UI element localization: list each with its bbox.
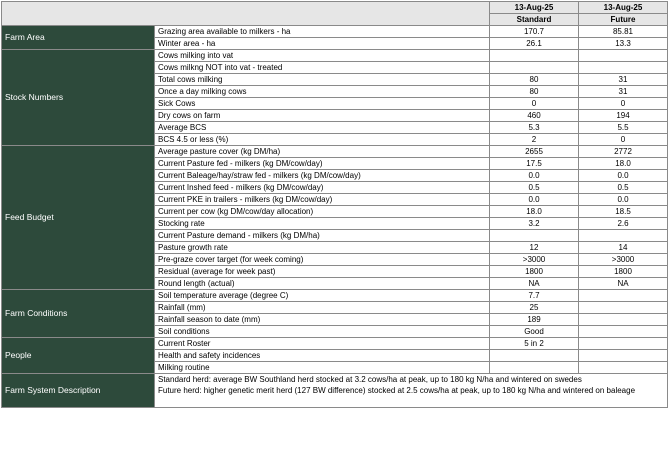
standard-value: 1800 bbox=[490, 266, 579, 278]
future-value bbox=[579, 338, 668, 350]
standard-value: >3000 bbox=[490, 254, 579, 266]
standard-value bbox=[490, 362, 579, 374]
section-label-farm-area: Farm Area bbox=[2, 26, 155, 50]
future-value: 5.5 bbox=[579, 122, 668, 134]
standard-value: 2 bbox=[490, 134, 579, 146]
standard-value: NA bbox=[490, 278, 579, 290]
standard-value: 17.5 bbox=[490, 158, 579, 170]
row-label: Pasture growth rate bbox=[155, 242, 490, 254]
row-label: Average pasture cover (kg DM/ha) bbox=[155, 146, 490, 158]
row-label: Grazing area available to milkers - ha bbox=[155, 26, 490, 38]
column-header-future: Future bbox=[579, 14, 668, 26]
section-label-farm-conditions: Farm Conditions bbox=[2, 290, 155, 338]
standard-value: 25 bbox=[490, 302, 579, 314]
standard-value bbox=[490, 50, 579, 62]
date-future: 13-Aug-25 bbox=[579, 2, 668, 14]
farm-system-description bbox=[155, 374, 668, 408]
standard-value bbox=[490, 230, 579, 242]
future-value bbox=[579, 62, 668, 74]
future-value bbox=[579, 362, 668, 374]
row-label: Pre-graze cover target (for week coming) bbox=[155, 254, 490, 266]
description-future-herd: Future herd: higher genetic merit herd (127 BW difference) stocked at 2.5 cows/ha at peak, up to 180 kg N/ha and wintered on baleage bbox=[158, 386, 636, 395]
table-row bbox=[2, 290, 668, 302]
table-row bbox=[2, 374, 668, 408]
future-value: 0.0 bbox=[579, 194, 668, 206]
standard-value: Good bbox=[490, 326, 579, 338]
future-value: 2772 bbox=[579, 146, 668, 158]
row-label: Dry cows on farm bbox=[155, 110, 490, 122]
description-standard-herd: Standard herd: average BW Southland herd stocked at 3.2 cows/ha at peak, up to 180 kg N/ha and wintered on swedes bbox=[158, 375, 582, 384]
future-value: 13.3 bbox=[579, 38, 668, 50]
standard-value: 3.2 bbox=[490, 218, 579, 230]
row-label: Current Pasture fed - milkers (kg DM/cow/day) bbox=[155, 158, 490, 170]
row-label: Sick Cows bbox=[155, 98, 490, 110]
future-value: 0 bbox=[579, 134, 668, 146]
section-label-feed-budget: Feed Budget bbox=[2, 146, 155, 290]
date-standard: 13-Aug-25 bbox=[490, 2, 579, 14]
future-value bbox=[579, 290, 668, 302]
row-label: Current per cow (kg DM/cow/day allocation) bbox=[155, 206, 490, 218]
future-value: 31 bbox=[579, 86, 668, 98]
row-label: Round length (actual) bbox=[155, 278, 490, 290]
future-value: 18.0 bbox=[579, 158, 668, 170]
table-row bbox=[2, 338, 668, 350]
standard-value: 5.3 bbox=[490, 122, 579, 134]
future-value bbox=[579, 230, 668, 242]
standard-value: 26.1 bbox=[490, 38, 579, 50]
standard-value: 2655 bbox=[490, 146, 579, 158]
section-label-farm-system-description: Farm System Description bbox=[2, 374, 155, 408]
standard-value: 7.7 bbox=[490, 290, 579, 302]
row-label: Total cows milking bbox=[155, 74, 490, 86]
row-label: Milking routine bbox=[155, 362, 490, 374]
future-value: 0.0 bbox=[579, 170, 668, 182]
standard-value: 12 bbox=[490, 242, 579, 254]
standard-value: 189 bbox=[490, 314, 579, 326]
standard-value bbox=[490, 62, 579, 74]
standard-value: 18.0 bbox=[490, 206, 579, 218]
row-label: Residual (average for week past) bbox=[155, 266, 490, 278]
row-label: Current Pasture demand - milkers (kg DM/ha) bbox=[155, 230, 490, 242]
row-label: Soil conditions bbox=[155, 326, 490, 338]
future-value: NA bbox=[579, 278, 668, 290]
future-value bbox=[579, 350, 668, 362]
row-label: Cows milkng NOT into vat - treated bbox=[155, 62, 490, 74]
standard-value: 0.0 bbox=[490, 194, 579, 206]
table-row bbox=[2, 146, 668, 158]
row-label: Current Inshed feed - milkers (kg DM/cow/day) bbox=[155, 182, 490, 194]
row-label: Current PKE in trailers - milkers (kg DM/cow/day) bbox=[155, 194, 490, 206]
standard-value bbox=[490, 350, 579, 362]
future-value bbox=[579, 326, 668, 338]
future-value bbox=[579, 302, 668, 314]
future-value: 0 bbox=[579, 98, 668, 110]
row-label: Current Roster bbox=[155, 338, 490, 350]
future-value: 1800 bbox=[579, 266, 668, 278]
standard-value: 0 bbox=[490, 98, 579, 110]
row-label: Stocking rate bbox=[155, 218, 490, 230]
future-value: 18.5 bbox=[579, 206, 668, 218]
future-value: 194 bbox=[579, 110, 668, 122]
standard-value: 170.7 bbox=[490, 26, 579, 38]
farm-report-table bbox=[1, 1, 668, 408]
header-blank-cell bbox=[2, 2, 490, 26]
future-value: >3000 bbox=[579, 254, 668, 266]
future-value: 14 bbox=[579, 242, 668, 254]
row-label: Once a day milking cows bbox=[155, 86, 490, 98]
row-label: Winter area - ha bbox=[155, 38, 490, 50]
standard-value: 80 bbox=[490, 74, 579, 86]
future-value: 2.6 bbox=[579, 218, 668, 230]
standard-value: 460 bbox=[490, 110, 579, 122]
standard-value: 5 in 2 bbox=[490, 338, 579, 350]
row-label: Average BCS bbox=[155, 122, 490, 134]
standard-value: 80 bbox=[490, 86, 579, 98]
row-label: Cows milking into vat bbox=[155, 50, 490, 62]
table-row bbox=[2, 26, 668, 38]
future-value: 31 bbox=[579, 74, 668, 86]
section-label-people: People bbox=[2, 338, 155, 374]
column-header-standard: Standard bbox=[490, 14, 579, 26]
future-value: 0.5 bbox=[579, 182, 668, 194]
standard-value: 0.5 bbox=[490, 182, 579, 194]
future-value: 85.81 bbox=[579, 26, 668, 38]
row-label: Current Baleage/hay/straw fed - milkers (kg DM/cow/day) bbox=[155, 170, 490, 182]
future-value bbox=[579, 50, 668, 62]
row-label: Soil temperature average (degree C) bbox=[155, 290, 490, 302]
future-value bbox=[579, 314, 668, 326]
table-row bbox=[2, 50, 668, 62]
row-label: Rainfall season to date (mm) bbox=[155, 314, 490, 326]
row-label: Health and safety incidences bbox=[155, 350, 490, 362]
row-label: Rainfall (mm) bbox=[155, 302, 490, 314]
date-header-row bbox=[2, 2, 668, 14]
section-label-stock-numbers: Stock Numbers bbox=[2, 50, 155, 146]
standard-value: 0.0 bbox=[490, 170, 579, 182]
row-label: BCS 4.5 or less (%) bbox=[155, 134, 490, 146]
